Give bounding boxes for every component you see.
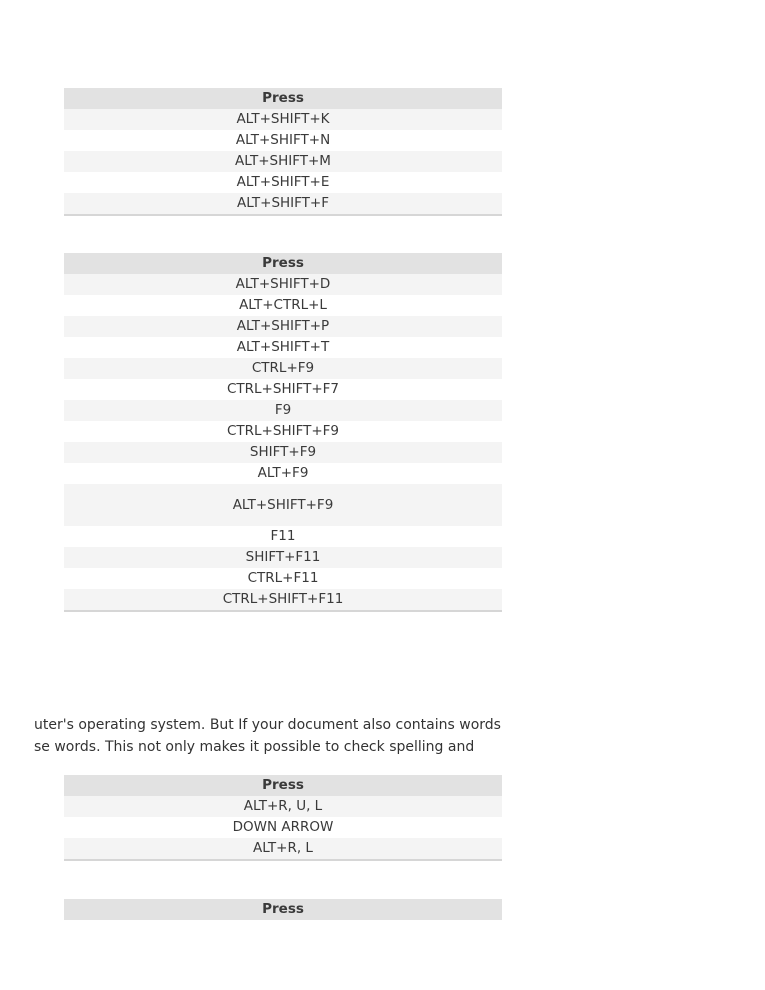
paragraph-line: uter's operating system. But If your document also contains words <box>34 717 501 733</box>
shortcut-table-4 <box>64 899 502 920</box>
shortcut-table-1 <box>64 88 502 216</box>
table-row: ALT+SHIFT+F9 <box>64 484 502 526</box>
table-row: ALT+SHIFT+N <box>235 132 331 148</box>
table-header: Press <box>64 88 502 109</box>
table-header: Press <box>64 775 502 796</box>
table-row: F11 <box>270 528 296 544</box>
body-paragraph <box>34 714 534 758</box>
table-row: CTRL+F11 <box>247 570 319 586</box>
table-row: F9 <box>64 400 502 421</box>
table-row: CTRL+F9 <box>64 358 502 379</box>
table-row: ALT+SHIFT+T <box>236 339 330 355</box>
table-row: ALT+CTRL+L <box>239 297 327 313</box>
table-header: Press <box>64 899 502 920</box>
table-row: ALT+SHIFT+P <box>64 316 502 337</box>
shortcut-table-2 <box>64 253 502 612</box>
table-row: ALT+SHIFT+M <box>64 151 502 172</box>
table-row: ALT+SHIFT+E <box>236 174 330 190</box>
table-row: CTRL+SHIFT+F7 <box>226 381 340 397</box>
table-bottom-border <box>64 610 502 612</box>
shortcut-table-3 <box>64 775 502 861</box>
paragraph-line: se words. This not only makes it possible to check spelling and <box>34 739 475 755</box>
table-header: Press <box>64 253 502 274</box>
table-row: ALT+R, L <box>64 838 502 859</box>
table-row: CTRL+SHIFT+F11 <box>64 589 502 610</box>
table-row: ALT+SHIFT+K <box>64 109 502 130</box>
table-row: ALT+SHIFT+D <box>64 274 502 295</box>
table-row: ALT+R, U, L <box>64 796 502 817</box>
table-row: DOWN ARROW <box>232 819 334 835</box>
table-bottom-border <box>64 214 502 216</box>
table-bottom-border <box>64 859 502 861</box>
table-row: SHIFT+F11 <box>64 547 502 568</box>
table-row: ALT+SHIFT+F <box>64 193 502 214</box>
table-row: SHIFT+F9 <box>64 442 502 463</box>
table-row: CTRL+SHIFT+F9 <box>226 423 340 439</box>
table-row: ALT+F9 <box>257 465 309 481</box>
